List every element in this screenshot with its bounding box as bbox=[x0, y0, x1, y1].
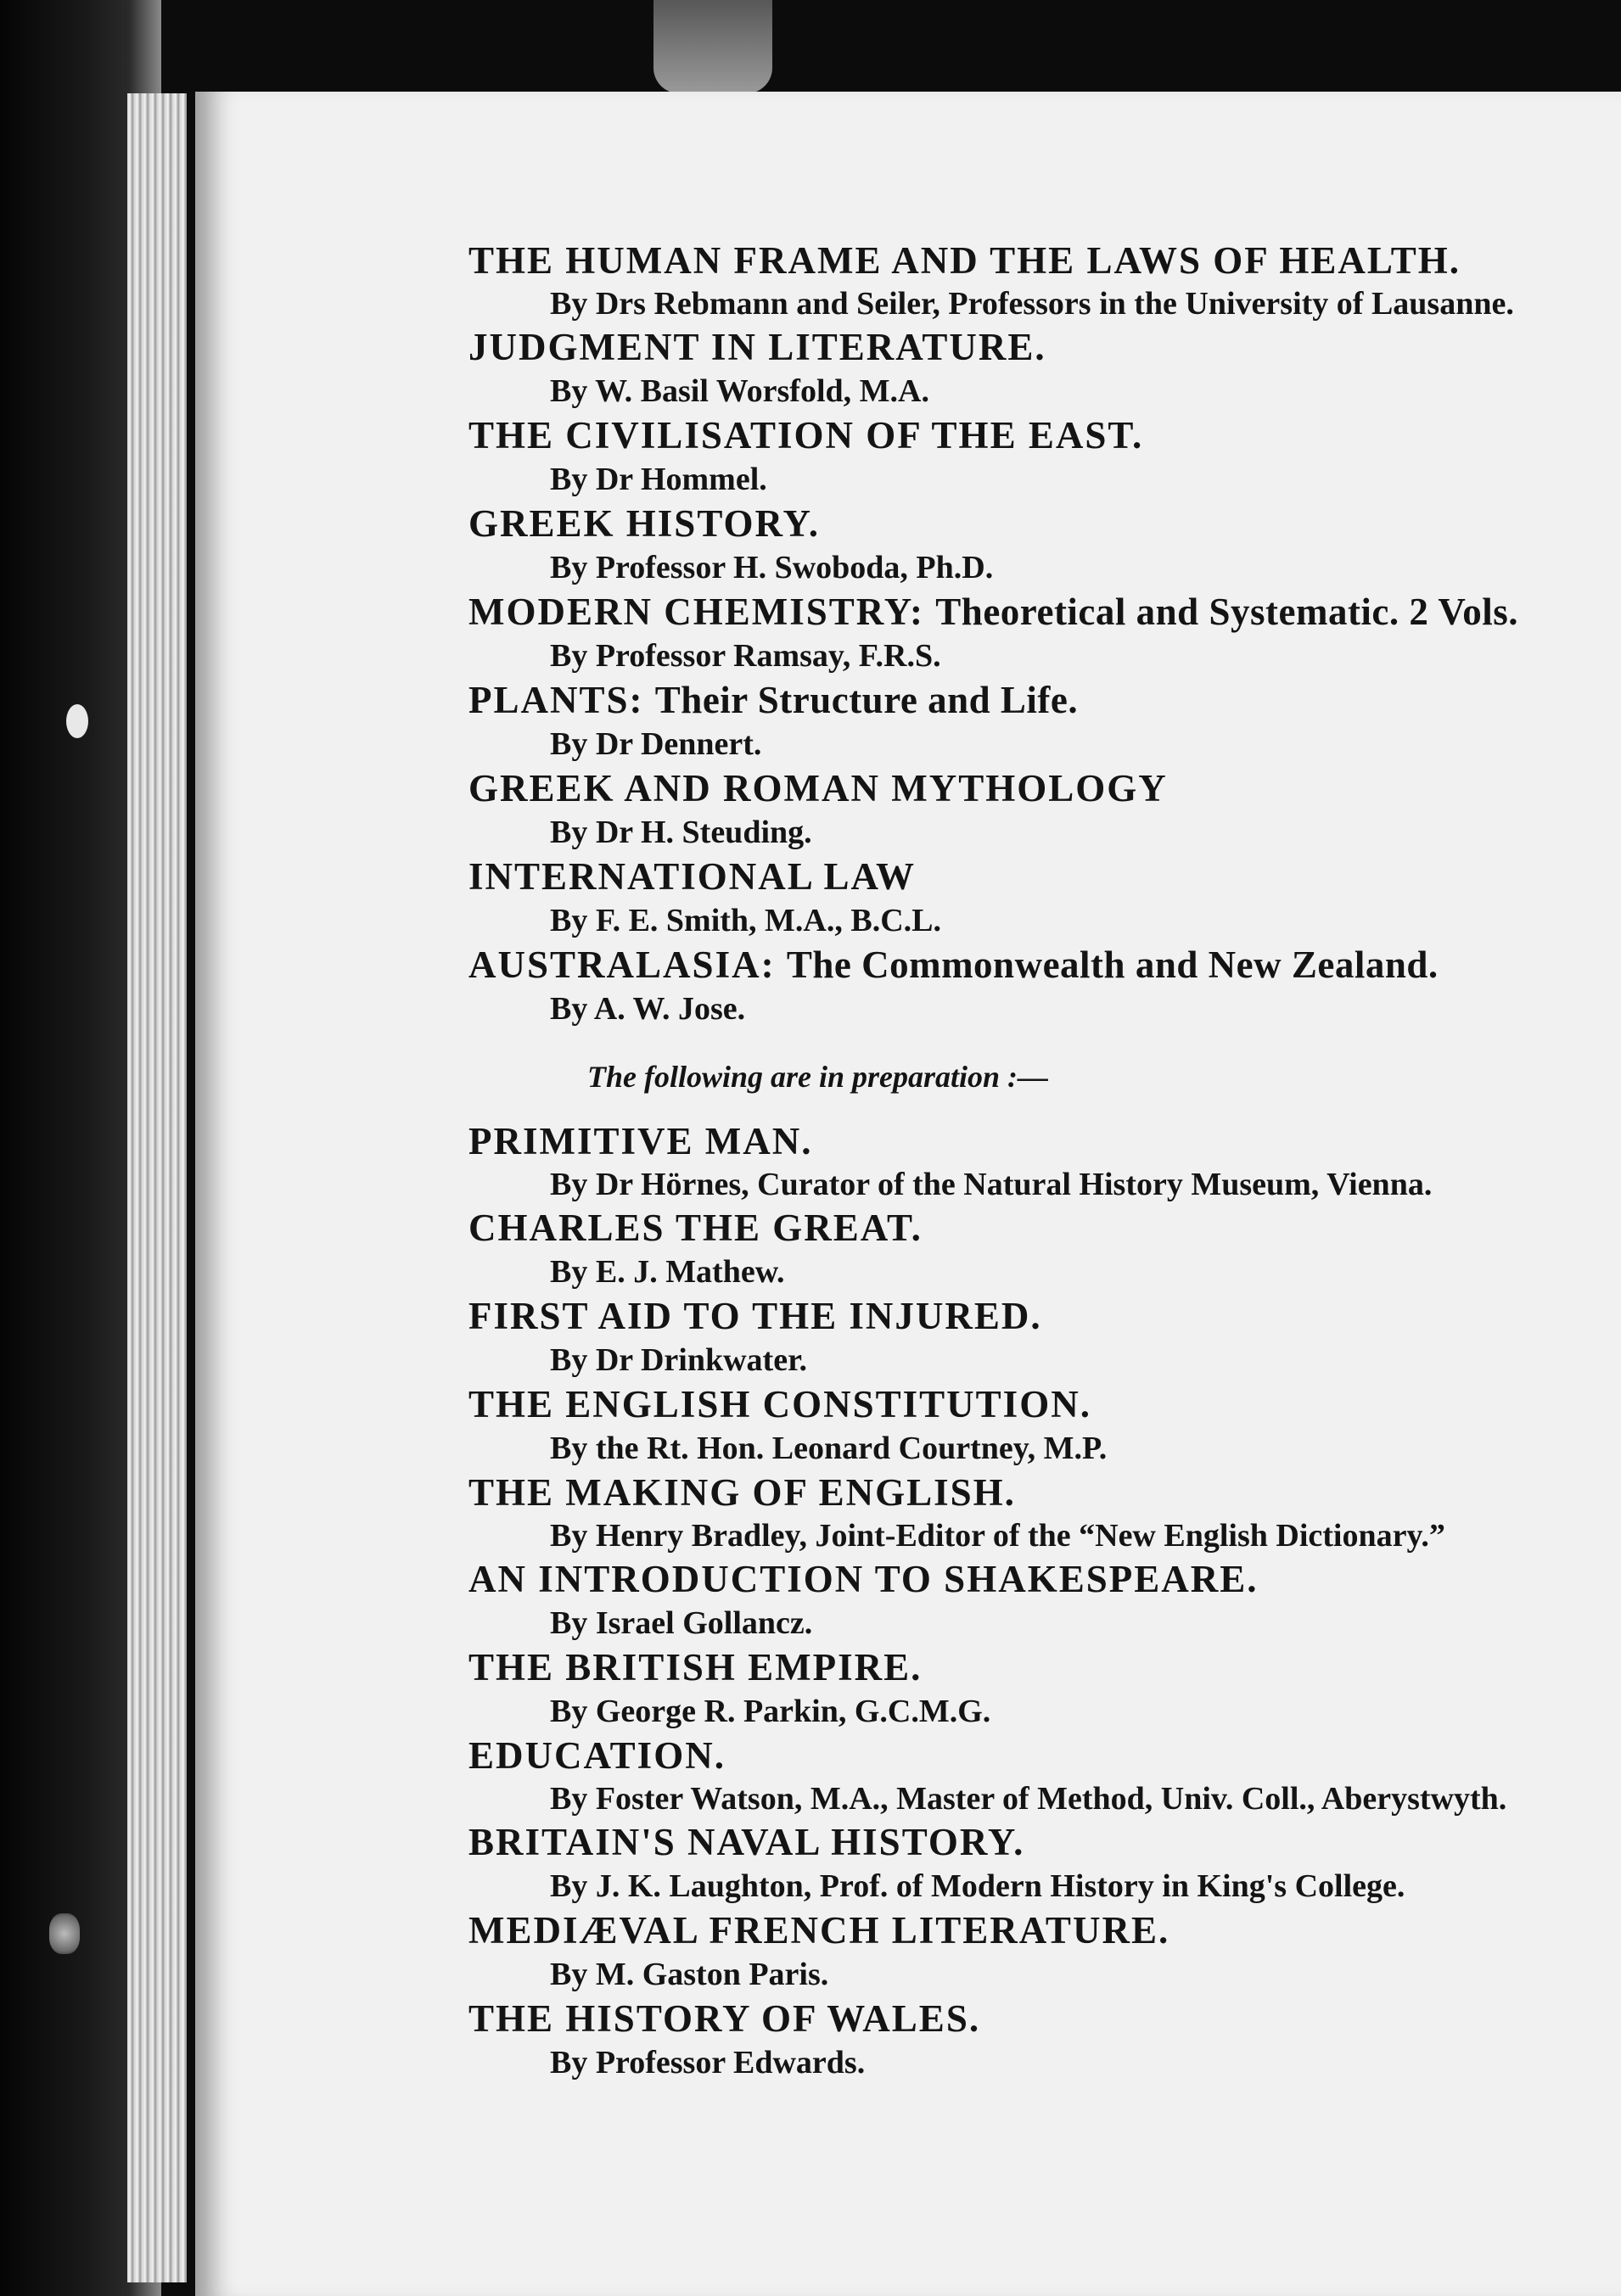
book-entry bbox=[468, 1205, 1589, 1293]
book-title: INTERNATIONAL LAW bbox=[468, 855, 917, 898]
book-byline: By F. E. Smith, M.A., B.C.L. bbox=[550, 903, 941, 938]
book-title: GREEK HISTORY. bbox=[468, 502, 821, 545]
book-byline: By Dr Hörnes, Curator of the Natural History Museum, Vienna. bbox=[550, 1167, 1433, 1202]
book-title: THE ENGLISH CONSTITUTION. bbox=[468, 1383, 1091, 1425]
book-byline: By Dr H. Steuding. bbox=[550, 815, 812, 850]
book-title: GREEK AND ROMAN MYTHOLOGY bbox=[468, 767, 1168, 809]
page-edges bbox=[127, 93, 187, 2282]
book-byline: By W. Basil Worsfold, M.A. bbox=[550, 373, 929, 409]
book-entry bbox=[468, 412, 1589, 501]
book-title: FIRST AID TO THE INJURED. bbox=[468, 1295, 1042, 1337]
book-entry bbox=[468, 765, 1589, 854]
book-title: PRIMITIVE MAN. bbox=[468, 1120, 813, 1162]
book-title: AN INTRODUCTION TO SHAKESPEARE. bbox=[468, 1558, 1259, 1600]
book-byline: By the Rt. Hon. Leonard Courtney, M.P. bbox=[550, 1431, 1108, 1466]
book-byline: By Professor Edwards. bbox=[550, 2045, 866, 2080]
book-subtitle: Their Structure and Life. bbox=[654, 679, 1079, 721]
book-entry bbox=[468, 942, 1589, 1030]
book-entry bbox=[468, 677, 1589, 765]
book-title-line bbox=[468, 589, 1589, 635]
book-byline: By Dr Dennert. bbox=[550, 726, 762, 762]
book-byline: By Foster Watson, M.A., Master of Method, Univ. Coll., Aberystwyth. bbox=[550, 1781, 1507, 1817]
book-byline: By A. W. Jose. bbox=[550, 991, 746, 1027]
book-title: EDUCATION. bbox=[468, 1734, 726, 1777]
book-title: PLANTS: bbox=[468, 679, 644, 721]
book-title: JUDGMENT IN LITERATURE. bbox=[468, 326, 1046, 368]
book-title: MODERN CHEMISTRY: bbox=[468, 591, 925, 633]
in-preparation-note: The following are in preparation :— bbox=[587, 1060, 1049, 1094]
book-title: THE CIVILISATION OF THE EAST. bbox=[468, 414, 1144, 456]
scan-artifact-hole bbox=[66, 704, 88, 738]
book-byline: By M. Gaston Paris. bbox=[550, 1957, 829, 1992]
book-entry bbox=[468, 501, 1589, 589]
book-byline: By E. J. Mathew. bbox=[550, 1254, 785, 1290]
book-entry bbox=[468, 1733, 1589, 1819]
book-entry bbox=[468, 1644, 1589, 1733]
book-title-line bbox=[468, 942, 1589, 988]
book-entry bbox=[468, 324, 1589, 412]
book-entry bbox=[468, 589, 1589, 677]
book-byline: By Israel Gollancz. bbox=[550, 1605, 813, 1641]
book-entry bbox=[468, 1907, 1589, 1996]
book-byline: By Henry Bradley, Joint-Editor of the “New English Dictionary.” bbox=[550, 1518, 1445, 1554]
book-entry bbox=[468, 1996, 1589, 2084]
scan-artifact-smudge bbox=[49, 1913, 80, 1954]
book-entry bbox=[468, 238, 1589, 324]
book-byline: By Professor H. Swoboda, Ph.D. bbox=[550, 550, 994, 585]
book-title-line bbox=[468, 677, 1589, 723]
book-byline: By J. K. Laughton, Prof. of Modern History in King's College. bbox=[550, 1868, 1405, 1904]
book-title: CHARLES THE GREAT. bbox=[468, 1207, 923, 1249]
book-entry bbox=[468, 1556, 1589, 1644]
book-byline: By Dr Drinkwater. bbox=[550, 1342, 807, 1378]
book-title: THE BRITISH EMPIRE. bbox=[468, 1646, 923, 1688]
book-entry bbox=[468, 1819, 1589, 1907]
book-entry bbox=[468, 1381, 1589, 1470]
scan-artifact-top bbox=[653, 0, 772, 93]
book-entry bbox=[468, 1470, 1589, 1556]
book-byline: By Drs Rebmann and Seiler, Professors in the University of Lausanne. bbox=[550, 286, 1514, 322]
book-subtitle: Theoretical and Systematic. 2 Vols. bbox=[935, 591, 1518, 633]
book-entry bbox=[468, 1293, 1589, 1381]
book-byline: By Dr Hommel. bbox=[550, 462, 767, 497]
book-title: MEDIÆVAL FRENCH LITERATURE. bbox=[468, 1909, 1170, 1952]
book-entry bbox=[468, 1118, 1589, 1205]
book-entry bbox=[468, 854, 1589, 942]
book-title: THE HUMAN FRAME AND THE LAWS OF HEALTH. bbox=[468, 239, 1461, 282]
book-title: AUSTRALASIA: bbox=[468, 944, 776, 986]
book-title: BRITAIN'S NAVAL HISTORY. bbox=[468, 1821, 1025, 1863]
book-title: THE HISTORY OF WALES. bbox=[468, 1997, 981, 2040]
book-byline: By Professor Ramsay, F.R.S. bbox=[550, 638, 941, 674]
book-title: THE MAKING OF ENGLISH. bbox=[468, 1471, 1016, 1514]
publisher-list bbox=[468, 238, 1589, 2084]
book-byline: By George R. Parkin, G.C.M.G. bbox=[550, 1694, 991, 1729]
book-subtitle: The Commonwealth and New Zealand. bbox=[786, 944, 1439, 986]
